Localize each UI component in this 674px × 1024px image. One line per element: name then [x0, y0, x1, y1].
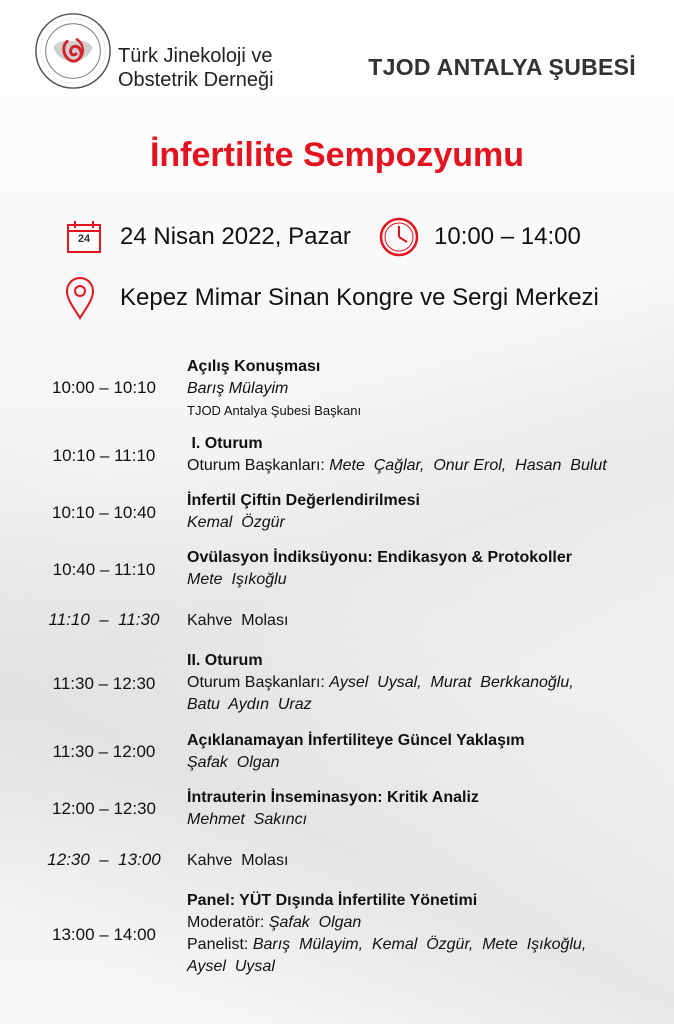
session-content: [187, 547, 647, 591]
org-name-line2: Obstetrik Derneği: [118, 69, 274, 91]
panelist-label: Panelist:: [187, 936, 249, 953]
calendar-day: 24: [77, 233, 91, 245]
page-title: İnfertilite Sempozyumu: [149, 136, 525, 174]
session-speaker: Kemal Özgür: [187, 514, 285, 531]
session-content: [187, 890, 647, 978]
calendar-icon: [66, 220, 102, 254]
moderator-name: Şafak Olgan: [268, 914, 362, 931]
session-content: [187, 490, 647, 534]
session-time: 13:00 – 14:00: [52, 925, 156, 944]
event-date: 24 Nisan 2022, Pazar: [120, 223, 351, 250]
break-time: 12:30 – 13:00: [47, 850, 161, 869]
event-time: 10:00 – 14:00: [434, 223, 581, 250]
session-content: [187, 433, 647, 477]
header: [0, 0, 674, 110]
speaker-role: TJOD Antalya Şubesi Başkanı: [187, 403, 362, 418]
panelist-names-cont: Aysel Uysal: [187, 958, 275, 975]
break-time: 11:10 – 11:30: [48, 610, 160, 629]
session-chairs: Aysel Uysal, Murat Berkkanoğlu,: [329, 674, 574, 691]
association-seal-logo: [34, 12, 112, 90]
location-pin-icon: [64, 276, 96, 320]
session-title: II. Oturum: [187, 652, 263, 669]
org-name-line1: Türk Jinekoloji ve: [118, 45, 273, 67]
venue-row: [64, 276, 599, 320]
session-title: İntrauterin İnseminasyon: Kritik Analiz: [187, 789, 479, 806]
session-time: 10:10 – 11:10: [52, 446, 156, 465]
time-row: [378, 216, 581, 258]
session-speaker: Mete Işıkoğlu: [187, 571, 287, 588]
clock-icon: [378, 216, 420, 258]
session-content: [187, 730, 647, 774]
session-speaker: Barış Mülayim: [187, 380, 289, 397]
session-time: 10:00 – 10:10: [52, 378, 156, 397]
session-speaker: Mehmet Sakıncı: [187, 811, 308, 828]
session-title: İnfertil Çiftin Değerlendirilmesi: [187, 492, 420, 509]
coffee-break: Kahve Molası: [187, 852, 289, 869]
session-title: Açıklanamayan İnfertiliteye Güncel Yaklaşım: [187, 732, 525, 749]
session-title: I. Oturum: [187, 435, 263, 452]
session-time: 10:40 – 11:10: [52, 560, 156, 579]
branch-title: TJOD ANTALYA ŞUBESİ: [368, 54, 636, 80]
event-venue: Kepez Mimar Sinan Kongre ve Sergi Merkezi: [120, 284, 599, 311]
session-title: Panel: YÜT Dışında İnfertilite Yönetimi: [187, 892, 478, 909]
session-content: [187, 356, 647, 422]
organization-name: [118, 44, 274, 92]
chairs-label: Oturum Başkanları:: [187, 457, 325, 474]
panelist-names: Barış Mülayim, Kemal Özgür, Mete Işıkoğlu,: [252, 936, 587, 953]
session-speaker: Şafak Olgan: [187, 754, 280, 771]
date-row: [66, 220, 351, 254]
session-title: Ovülasyon İndiksüyonu: Endikasyon & Protokoller: [187, 549, 572, 566]
session-time: 11:30 – 12:00: [52, 742, 156, 761]
session-time: 12:00 – 12:30: [52, 799, 156, 818]
session-chairs: Mete Çağlar, Onur Erol, Hasan Bulut: [329, 457, 607, 474]
moderator-label: Moderatör:: [187, 914, 265, 931]
session-chairs-cont: Batu Aydın Uraz: [187, 696, 312, 713]
session-time: 10:10 – 10:40: [52, 503, 156, 522]
chairs-label: Oturum Başkanları:: [187, 674, 325, 691]
session-time: 11:30 – 12:30: [52, 674, 156, 693]
coffee-break: Kahve Molası: [187, 612, 289, 629]
session-content: [187, 650, 647, 716]
session-title: Açılış Konuşması: [187, 358, 321, 375]
session-content: [187, 787, 647, 831]
